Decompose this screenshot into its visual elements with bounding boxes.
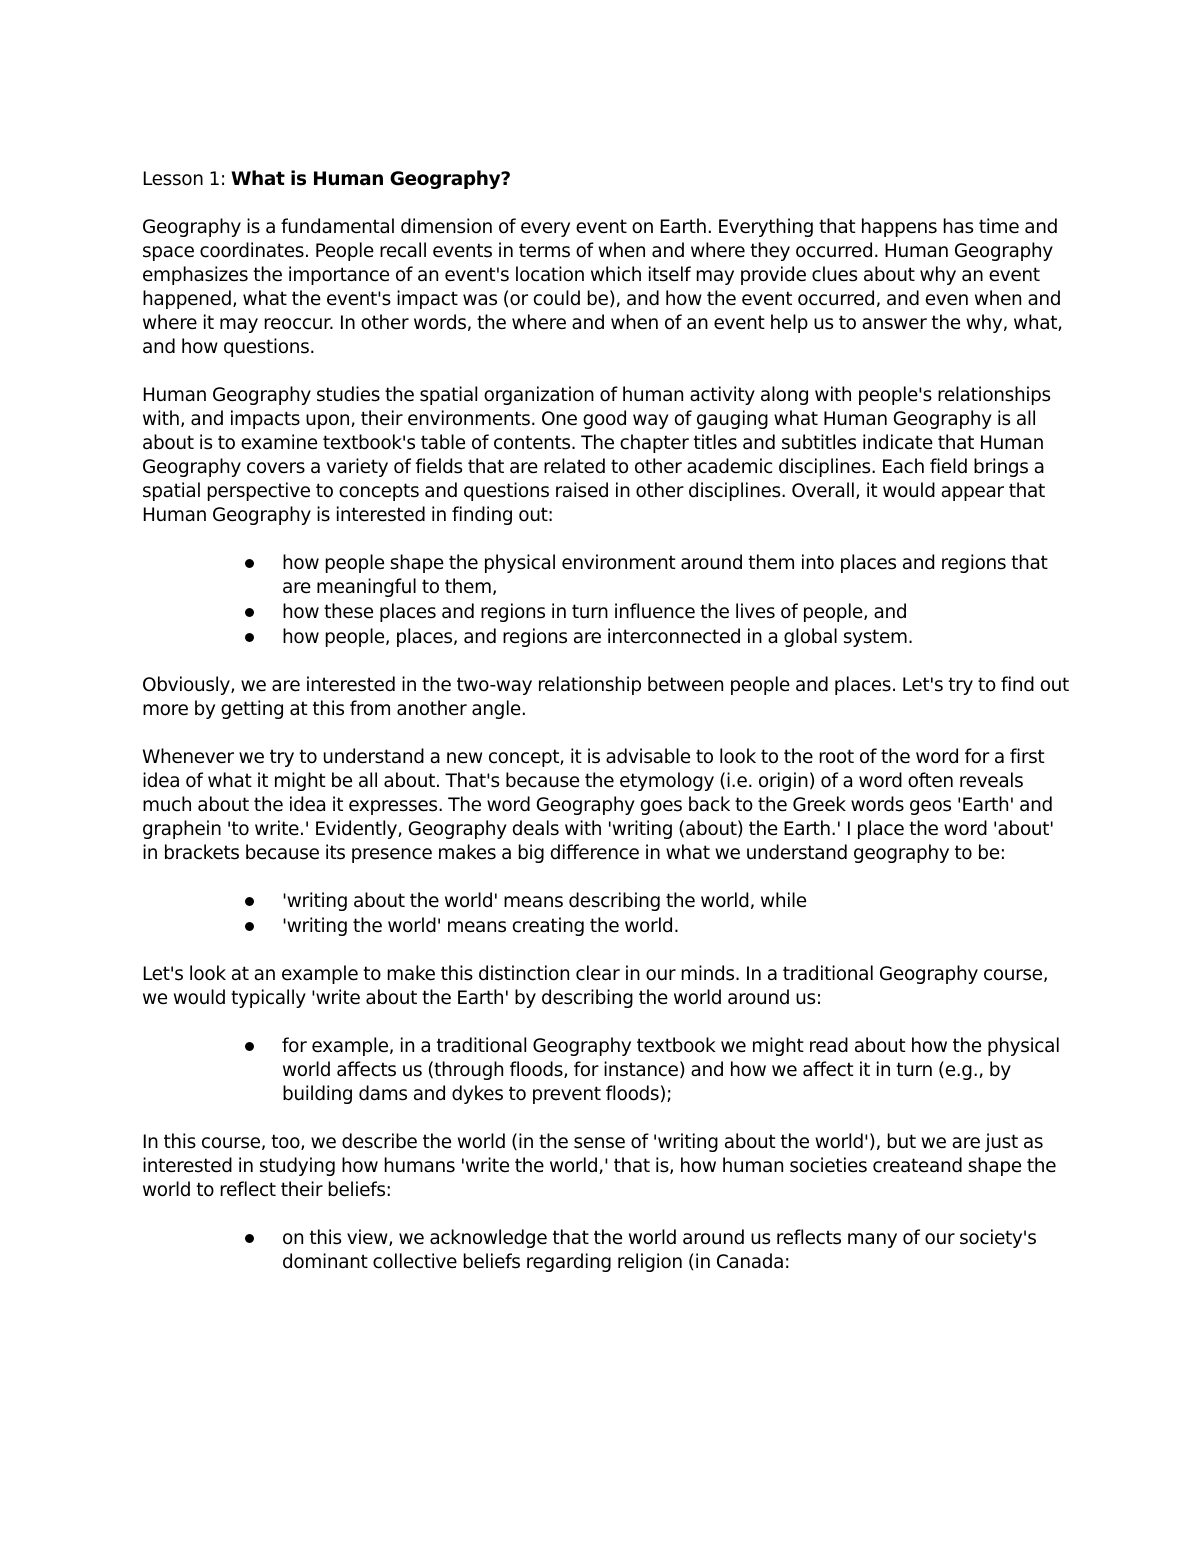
bullet-icon [245,608,254,617]
list-item [282,552,1072,600]
list-item-text: how people shape the physical environment around them into places and regions that are meaningful to them, [282,553,1048,598]
lesson-title-main: What is Human Geography? [230,169,511,190]
bullet-icon [245,559,254,568]
paragraph-etymology: Whenever we try to understand a new concept, it is advisable to look to the root of the word for a first idea of what it might be all about. That's because the etymology (i.e. origin) of a word often reveals much about the idea it expresses. The word Geography goes back to the Greek words geos 'Earth' and graphein 'to write.' Evidently, Geography deals with 'writing (about) the Earth.' I place the word 'about' in brackets because its presence makes a big difference in what we understand geography to be: [142,747,1054,864]
bullet-icon [245,1234,254,1243]
paragraph-geography-dimension: Geography is a fundamental dimension of every event on Earth. Everything that happens has time and space coordinates. People recall events in terms of when and where they occurred. Human Geography emphasizes the importance of an event's location which itself may provide clues about why an event happened, what the event's impact was (or could be), and how the event occurred, and even when and where it may reoccur. In other words, the where and when of an event help us to answer the why, what, and how questions. [142,217,1063,358]
paragraph-example: Let's look at an example to make this distinction clear in our minds. In a traditional Geography course, we would typically 'write about the Earth' by describing the world around us: [142,964,1049,1009]
lesson-title [142,168,1072,192]
list-item [282,1035,1072,1107]
list-item [282,915,1072,939]
bullet-icon [245,633,254,642]
bullet-list-view [142,1227,1072,1275]
bullet-icon [245,1042,254,1051]
list-item-text: 'writing the world' means creating the world. [282,916,679,937]
bullet-list-writing [142,890,1072,939]
list-item-text: how people, places, and regions are interconnected in a global system. [282,627,914,648]
bullet-list-traditional [142,1035,1072,1107]
list-item-text: 'writing about the world' means describing the world, while [282,891,807,912]
lesson-title-prefix: Lesson 1: [142,169,231,190]
list-item-text: how these places and regions in turn influence the lives of people, and [282,602,908,623]
bullet-icon [245,897,254,906]
list-item-text: on this view, we acknowledge that the world around us reflects many of our society's dominant collective beliefs regarding religion (in Canada: [282,1228,1037,1273]
paragraph-two-way-relationship: Obviously, we are interested in the two-way relationship between people and places. Let's try to find out more by getting at this from another angle. [142,675,1069,720]
paragraph-this-course: In this course, too, we describe the world (in the sense of 'writing about the world'), but we are just as interested in studying how humans 'write the world,' that is, how human societies createand shape the world to reflect their beliefs: [142,1132,1057,1201]
list-item [282,890,1072,914]
list-item-text: for example, in a traditional Geography textbook we might read about how the physical world affects us (through floods, for instance) and how we affect it in turn (e.g., by building dams and dykes to prevent floods); [282,1036,1060,1105]
bullet-icon [245,922,254,931]
paragraph-human-geography-studies: Human Geography studies the spatial organization of human activity along with people's relationships with, and impacts upon, their environments. One good way of gauging what Human Geography is all about is to examine textbook's table of contents. The chapter titles and subtitles indicate that Human Geography covers a variety of fields that are related to other academic disciplines. Each field brings a spatial perspective to concepts and questions raised in other disciplines. Overall, it would appear that Human Geography is interested in finding out: [142,385,1051,526]
bullet-list-interests [142,552,1072,650]
list-item [282,601,1072,625]
list-item [282,1227,1072,1275]
document-page [142,168,1072,1299]
list-item [282,626,1072,650]
